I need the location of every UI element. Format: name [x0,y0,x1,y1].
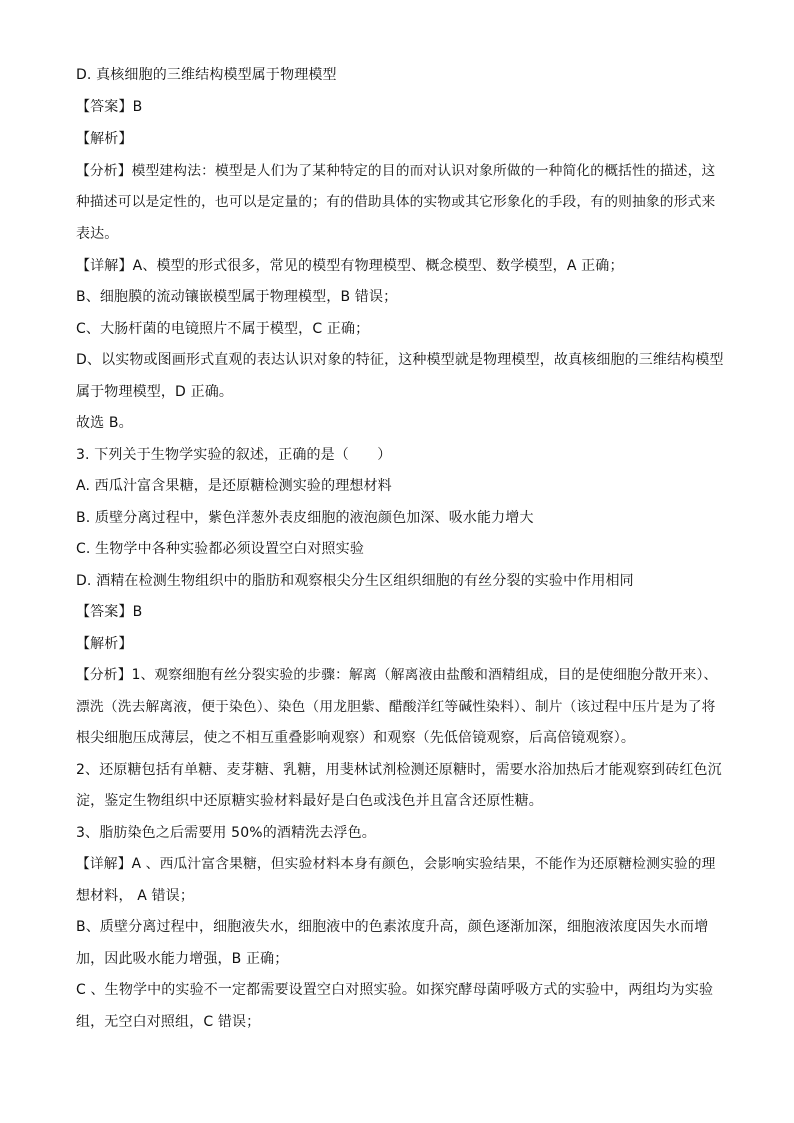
analysis-text: 表达。 [76,226,119,242]
answer-label: 【答案】B [76,604,143,620]
option-c: C. 生物学中各种实验都必须设置空白对照实验 [76,541,364,557]
option-a: A. 西瓜汁富含果糖，是还原糖检测实验的理想材料 [76,478,392,494]
detail-text: 属于物理模型，D 正确。 [76,384,234,400]
detail-text: 加，因此吸水能力增强，B 正确； [76,951,289,967]
detail-text: D、以实物或图画形式直观的表达认识对象的特征，这种模型就是物理模型，故真核细胞的三维结构模型 [76,352,724,368]
question-3-stem: 3. 下列关于生物学实验的叙述，正确的是（ ） [76,447,392,463]
detail-text: B、细胞膜的流动镶嵌模型属于物理模型，B 错误； [76,289,398,305]
analysis-text: 淀，鉴定生物组织中还原糖实验材料最好是白色或浅色并且富含还原性糖。 [76,793,543,809]
detail-text: 组，无空白对照组，C 错误； [76,1014,261,1030]
analysis-text: 根尖细胞压成薄层，使之不相互重叠影响观察）和观察（先低倍镜观察，后高倍镜观察）。 [76,730,635,746]
option-b: B. 质壁分离过程中，紫色洋葱外表皮细胞的液泡颜色加深、吸水能力增大 [76,510,534,526]
analysis-text: 【分析】模型建构法：模型是人们为了某种特定的目的而对认识对象所做的一种简化的概括性的描述，这 [76,163,716,179]
detail-text: 【详解】A 、西瓜汁富含果糖，但实验材料本身有颜色，会影响实验结果，不能作为还原糖检测实验的理 [76,856,716,872]
analysis-text: 种描述可以是定性的，也可以是定量的；有的借助具体的实物或其它形象化的手段，有的则抽象的形式来 [76,194,716,210]
analysis-label: 【解析】 [76,131,133,147]
detail-text: C 、生物学中的实验不一定都需要设置空白对照实验。如探究酵母菌呼吸方式的实验中，两组均为实验 [76,982,714,998]
analysis-text: 漂洗（洗去解离液，便于染色）、染色（用龙胆紫、醋酸洋红等碱性染料）、制片（该过程中压片是为了将 [76,699,716,715]
analysis-text: 3、脂肪染色之后需要用 50%的酒精洗去浮色。 [76,825,376,841]
detail-text: C、大肠杆菌的电镜照片不属于模型，C 正确； [76,321,370,337]
detail-text: 想材料， A 错误； [76,888,194,904]
detail-text: B、质壁分离过程中，细胞液失水，细胞液中的色素浓度升高，颜色逐渐加深，细胞液浓度因失水而增 [76,919,709,935]
answer-label: 【答案】B [76,99,143,115]
analysis-label: 【解析】 [76,636,133,652]
option-d-q2: D. 真核细胞的三维结构模型属于物理模型 [76,67,337,83]
detail-text: 【详解】A、模型的形式很多，常见的模型有物理模型、概念模型、数学模型，A 正确； [76,258,624,274]
analysis-text: 【分析】1、观察细胞有丝分裂实验的步骤：解离（解离液由盐酸和酒精组成，目的是使细胞分散开来）、 [76,667,718,683]
analysis-text: 2、还原糖包括有单糖、麦芽糖、乳糖，用斐林试剂检测还原糖时，需要水浴加热后才能观察到砖红色沉 [76,762,722,778]
conclusion-text: 故选 B。 [76,415,133,431]
option-d: D. 酒精在检测生物组织中的脂肪和观察根尖分生区组织细胞的有丝分裂的实验中作用相同 [76,573,634,589]
